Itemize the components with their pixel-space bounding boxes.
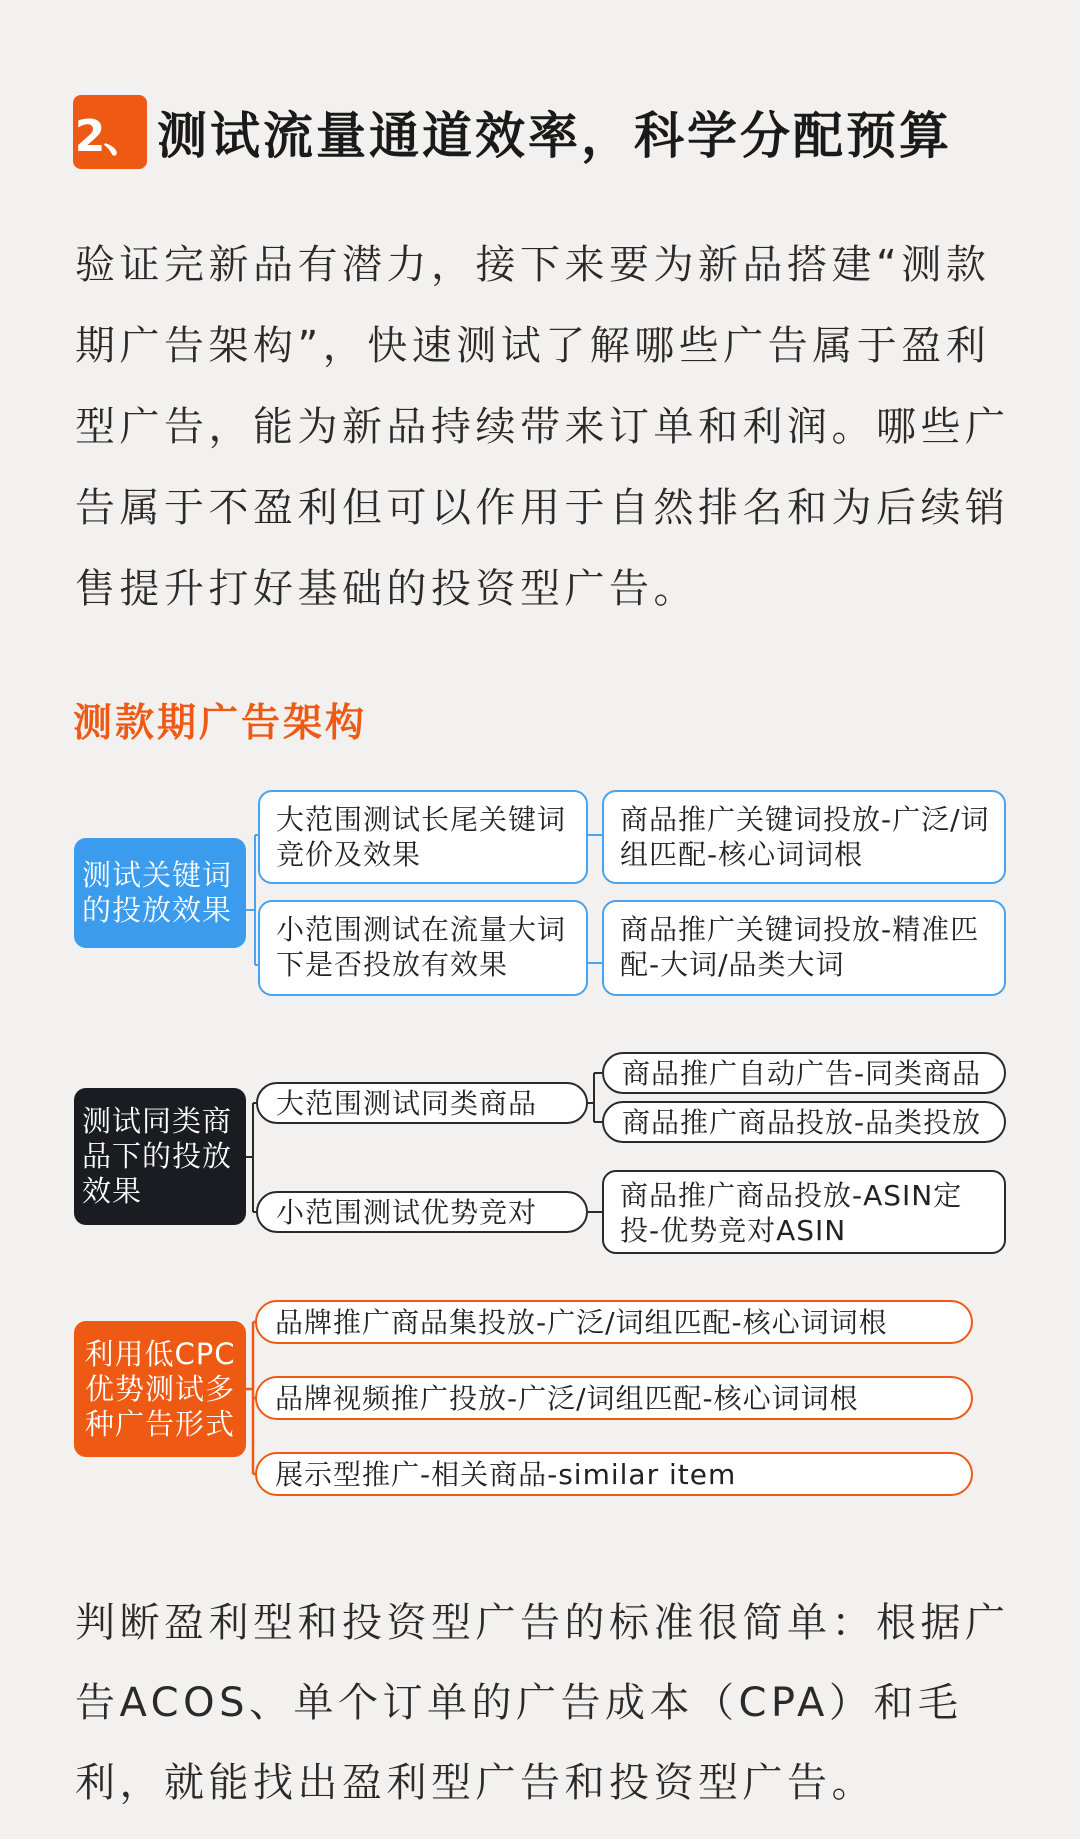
mindmap-root-low-cpc-test: 利用低CPC优势测试多种广告形式 (74, 1321, 246, 1457)
mindmap-branch-sponsored-brands-video: 品牌视频推广投放-广泛/词组匹配-核心词词根 (255, 1376, 973, 1420)
mindmap-root-keyword-test: 测试关键词的投放效果 (74, 838, 246, 948)
mindmap-root-similar-product-test: 测试同类商品下的投放效果 (74, 1088, 246, 1225)
section-title: 测试流量通道效率，科学分配预算 (157, 107, 952, 165)
section-number-badge: 2、 (73, 95, 147, 169)
conclusion-paragraph: 判断盈利型和投资型广告的标准很简单：根据广告ACOS、单个订单的广告成本（CPA）和毛利，就能找出盈利型广告和投资型广告。 (75, 1600, 1010, 1806)
mindmap-leaf-asin-targeting: 商品推广商品投放-ASIN定投-优势竞对ASIN (602, 1170, 1006, 1254)
intro-paragraph: 验证完新品有潜力，接下来要为新品搭建“测款期广告架构”，快速测试了解哪些广告属于盈利型广告，能为新品持续带来订单和利润。哪些广告属于不盈利但可以作用于自然排名和为后续销售提升打好基础的投资型广告。 (75, 242, 1010, 612)
mindmap-branch-competitor-test: 小范围测试优势竞对 (256, 1191, 588, 1233)
mindmap-branch-sponsored-display: 展示型推广-相关商品-similar item (255, 1452, 973, 1496)
mindmap-branch-sponsored-brands: 品牌推广商品集投放-广泛/词组匹配-核心词词根 (255, 1300, 973, 1344)
mindmap-leaf-exact-match: 商品推广关键词投放-精准匹配-大词/品类大词 (602, 900, 1006, 996)
mindmap-leaf-category-targeting: 商品推广商品投放-品类投放 (602, 1101, 1006, 1143)
mindmap-leaf-auto-ads: 商品推广自动广告-同类商品 (602, 1052, 1006, 1094)
mindmap-branch-similar-products: 大范围测试同类商品 (256, 1082, 588, 1124)
mindmap-branch-bigword-test: 小范围测试在流量大词下是否投放有效果 (258, 900, 588, 996)
mindmap-branch-longtail-test: 大范围测试长尾关键词竞价及效果 (258, 790, 588, 884)
architecture-title: 测款期广告架构 (73, 701, 368, 746)
mindmap-leaf-broad-phrase-match: 商品推广关键词投放-广泛/词组匹配-核心词词根 (602, 790, 1006, 884)
